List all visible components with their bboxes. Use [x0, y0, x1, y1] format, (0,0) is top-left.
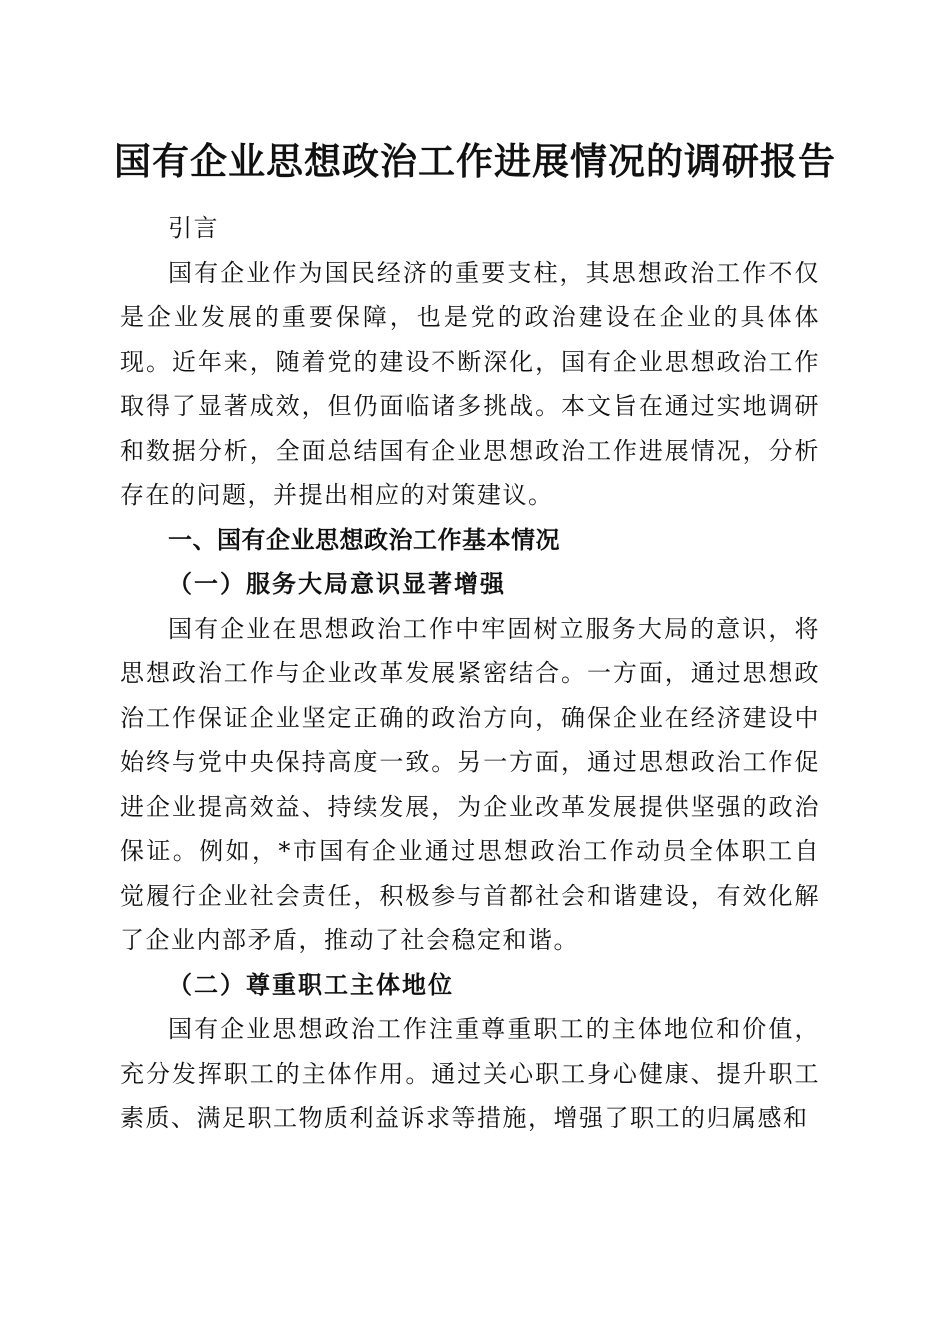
section1-heading: 一、国有企业思想政治工作基本情况	[168, 525, 560, 554]
subsection1-heading: （一）服务大局意识显著增强	[168, 569, 506, 598]
document-title: 国有企业思想政治工作进展情况的调研报告	[114, 139, 836, 183]
subsection1-paragraph: 国有企业在思想政治工作中牢固树立服务大局的意识，将思想政治工作与企业改革发展紧密结合。一方面，通过思想政治工作保证企业坚定正确的政治方向，确保企业在经济建设中始终与党中央保持高度一致。另一方面，通过思想政治工作促进企业提高效益、持续发展，为企业改革发展提供坚强的政治保证。例如，*市国有企业通过思想政治工作动员全体职工自觉履行企业社会责任，积极参与首都社会和谐建设，有效化解了企业内部矛盾，推动了社会稳定和谐。	[120, 614, 820, 954]
subsection2-heading: （二）尊重职工主体地位	[168, 969, 454, 999]
intro-label: 引言	[168, 214, 219, 242]
intro-paragraph: 国有企业作为国民经济的重要支柱，其思想政治工作不仅是企业发展的重要保障，也是党的政治建设在企业的具体体现。近年来，随着党的建设不断深化，国有企业思想政治工作取得了显著成效，但仍面临诸多挑战。本文旨在通过实地调研和数据分析，全面总结国有企业思想政治工作进展情况，分析存在的问题，并提出相应的对策建议。	[120, 258, 820, 509]
document-body	[120, 206, 820, 1141]
subsection2-paragraph: 国有企业思想政治工作注重尊重职工的主体地位和价值，充分发挥职工的主体作用。通过关心职工身心健康、提升职工素质、满足职工物质利益诉求等措施，增强了职工的归属感和	[120, 1015, 820, 1132]
